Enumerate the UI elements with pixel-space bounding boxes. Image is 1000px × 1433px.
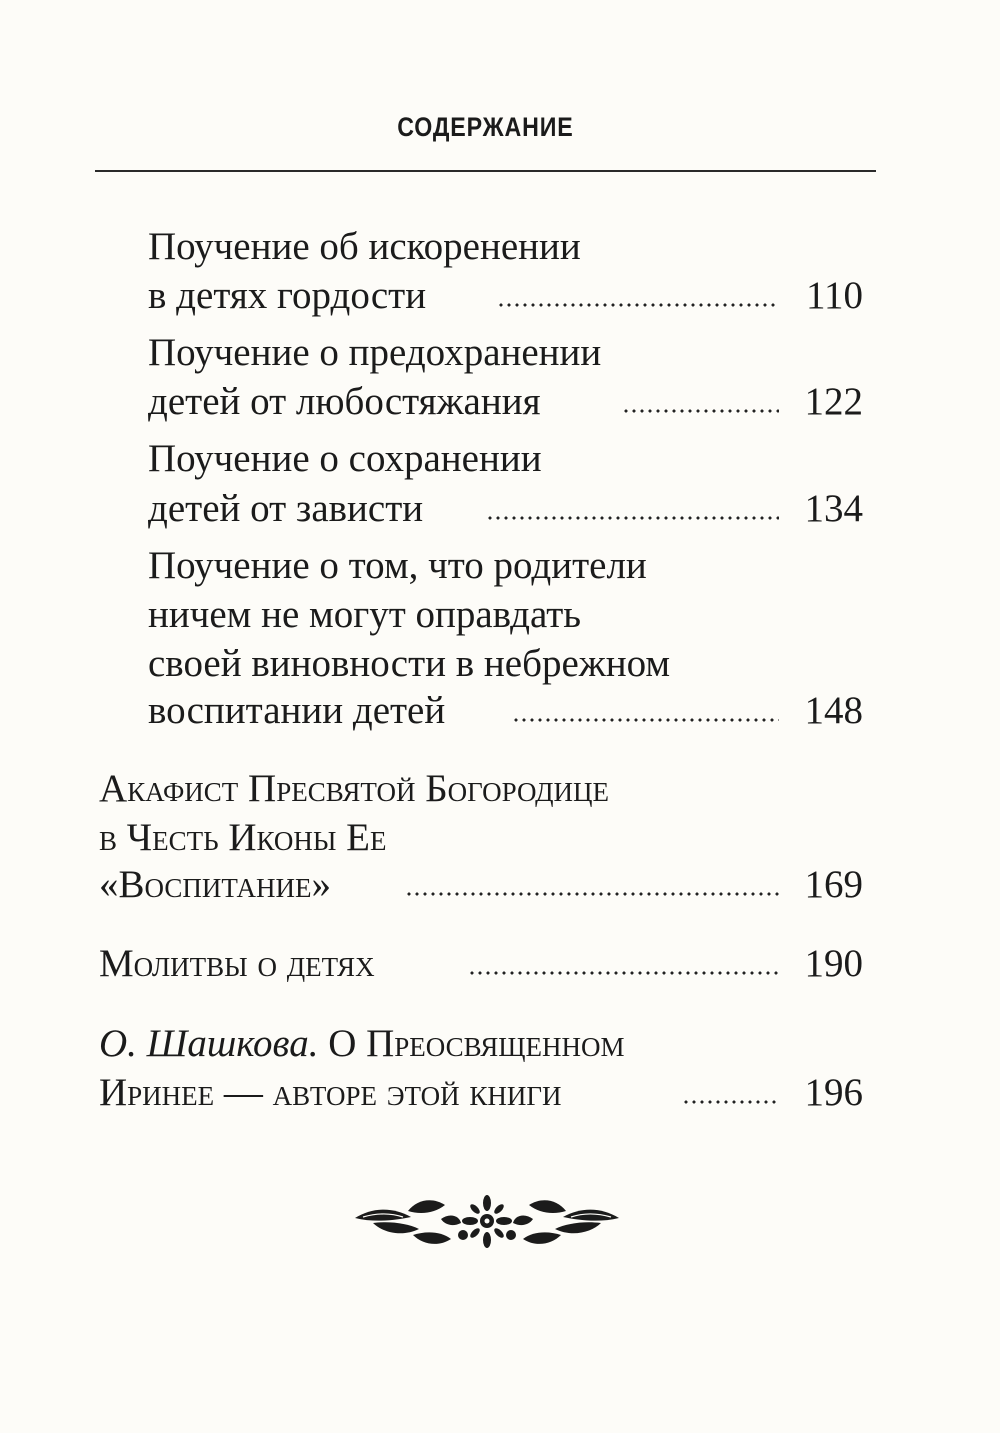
toc-page-number: 134 xyxy=(804,487,863,530)
toc-entry-title-line: «Воспитание» xyxy=(99,863,331,906)
toc-entry-title-text: О Преосвященном xyxy=(328,1022,625,1065)
toc-entry-author: О. Шашкова. xyxy=(99,1022,319,1065)
toc-entry-title-line: Поучение об искоренении xyxy=(148,225,581,268)
dot-leader xyxy=(405,892,779,896)
dot-leader xyxy=(512,718,779,722)
header-divider xyxy=(95,170,876,172)
dot-leader xyxy=(682,1100,779,1104)
dot-leader xyxy=(622,409,779,413)
toc-entry-title-line: Молитвы о детях xyxy=(99,942,375,985)
toc-page-number: 110 xyxy=(805,274,863,317)
dot-leader xyxy=(468,971,779,975)
toc-entry-title-line: детей от любостяжания xyxy=(148,380,541,423)
toc-entry-title-line: воспитании детей xyxy=(148,689,446,732)
toc-entry-title-line: Акафист Пресвятой Богородице xyxy=(99,767,610,810)
toc-entry-title-line: детей от зависти xyxy=(148,487,424,530)
toc-entry-title-line: в детях гордости xyxy=(148,274,427,317)
toc-page-number: 196 xyxy=(804,1071,863,1114)
toc-page-number: 190 xyxy=(804,942,863,985)
toc-entry-title-line: в Честь Иконы Ее xyxy=(99,816,387,859)
floral-ornament-icon xyxy=(353,1193,621,1253)
toc-entry-title-line: Иринее — авторе этой книги xyxy=(99,1071,562,1114)
toc-page-number: 169 xyxy=(804,863,863,906)
toc-entry-title-line: ничем не могут оправдать xyxy=(148,593,582,636)
toc-entry-title-line: своей виновности в небрежном xyxy=(148,642,671,685)
toc-entry-title-line: Поучение о предохранении xyxy=(148,331,602,374)
page-title: СОДЕРЖАНИЕ xyxy=(397,112,574,142)
toc-entry-title-line: Поучение о сохранении xyxy=(148,437,542,480)
toc-page-number: 148 xyxy=(804,689,863,732)
dot-leader xyxy=(497,303,779,307)
toc-page-number: 122 xyxy=(804,380,863,423)
toc-entry-title-line xyxy=(99,1021,625,1067)
dot-leader xyxy=(486,516,779,520)
toc-entry-title-line: Поучение о том, что родители xyxy=(148,544,647,587)
